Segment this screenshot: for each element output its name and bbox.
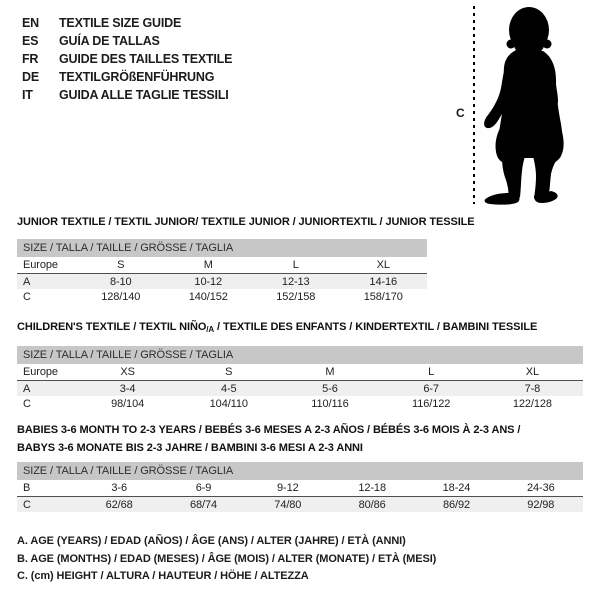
children-size-table	[17, 346, 583, 411]
table-row-europe	[17, 364, 583, 381]
babies-size-table	[17, 462, 583, 512]
language-label: GUIDA ALLE TAGLIE TESSILI	[59, 88, 229, 102]
table-cell: 122/128	[512, 397, 552, 410]
height-measure-label: C	[456, 106, 465, 120]
table-cell: XL	[525, 366, 539, 378]
row-label: Europe	[23, 259, 58, 271]
children-table-title	[17, 321, 537, 334]
row-label: C	[23, 290, 31, 303]
table-cell: 10-12	[165, 274, 253, 290]
title-text: CHILDREN'S TEXTILE / TEXTIL NIÑO	[17, 321, 207, 333]
footnotes	[17, 533, 436, 586]
title-subscript: /A	[206, 325, 215, 334]
table-cell: 5-6	[279, 381, 380, 397]
table-cell: 86/92	[414, 497, 498, 513]
footnote-b: B. AGE (MONTHS) / EDAD (MESES) / ÂGE (MOIS) / ALTER (MONATE) / ETÀ (MESI)	[17, 552, 437, 565]
table-row-age-months	[17, 480, 583, 497]
language-code: FR	[22, 52, 39, 66]
table-cell: L	[428, 366, 435, 378]
junior-table-title: JUNIOR TEXTILE / TEXTIL JUNIOR/ TEXTILE JUNIOR / JUNIORTEXTIL / JUNIOR TESSILE	[17, 216, 475, 228]
language-code: DE	[22, 70, 39, 84]
table-cell: 4-5	[178, 381, 279, 397]
table-row-age	[17, 274, 427, 290]
language-label: GUÍA DE TALLAS	[59, 34, 160, 48]
language-code: IT	[22, 88, 33, 102]
table-cell: 158/170	[363, 290, 403, 303]
language-row-de	[22, 68, 232, 86]
row-label: A	[17, 274, 77, 290]
footnote-a: A. AGE (YEARS) / EDAD (AÑOS) / ÂGE (ANS) / ALTER (JAHRE) / ETÀ (ANNI)	[17, 535, 406, 547]
language-label: GUIDE DES TAILLES TEXTILE	[59, 52, 233, 66]
table-cell: M	[325, 366, 335, 378]
table-row-height	[17, 497, 583, 513]
table-row-age	[17, 381, 583, 397]
title-line-1: BABIES 3-6 MONTH TO 2-3 YEARS / BEBÉS 3-6 MESES A 2-3 AÑOS / BÉBÉS 3-6 MOIS À 2-3 ANS /	[17, 424, 521, 436]
table-cell: S	[225, 366, 233, 378]
row-label: C	[17, 497, 77, 513]
table-cell: 3-4	[77, 381, 178, 397]
table-cell: 128/140	[101, 290, 141, 303]
table-cell: 24-36	[527, 482, 555, 494]
row-label: A	[17, 381, 77, 397]
table-cell: 68/74	[161, 497, 245, 513]
title-line-2: BABYS 3-6 MONATE BIS 2-3 JAHRE / BAMBINI 3-6 MESI A 2-3 ANNI	[17, 442, 363, 454]
row-label: C	[23, 397, 31, 410]
table-cell: 12-13	[252, 274, 340, 290]
table-row-height	[17, 396, 583, 411]
table-cell: 104/110	[209, 397, 248, 410]
title-text: / TEXTILE DES ENFANTS / KINDERTEXTIL / BAMBINI TESSILE	[214, 321, 538, 333]
table-cell: 18-24	[442, 482, 471, 494]
table-cell: M	[203, 259, 213, 271]
language-row-it	[22, 86, 232, 104]
table-cell: 74/80	[246, 497, 330, 513]
language-code: ES	[22, 34, 39, 48]
table-cell: 62/68	[77, 497, 161, 513]
size-header-bar: SIZE / TALLA / TAILLE / GRÖSSE / TAGLIA	[17, 239, 427, 257]
language-row-en	[22, 14, 232, 32]
table-cell: 12-18	[358, 482, 386, 494]
junior-size-table	[17, 239, 427, 304]
row-label: B	[23, 482, 31, 494]
table-cell: XL	[376, 259, 390, 271]
table-row-europe	[17, 257, 427, 274]
table-cell: 14-16	[340, 274, 428, 290]
language-list	[22, 14, 232, 104]
table-cell: 152/158	[276, 290, 316, 303]
size-header-bar: SIZE / TALLA / TAILLE / GRÖSSE / TAGLIA	[17, 462, 583, 480]
row-label: Europe	[23, 366, 58, 378]
table-cell: 92/98	[499, 497, 583, 513]
language-code: EN	[22, 16, 39, 30]
language-label: TEXTILE SIZE GUIDE	[59, 16, 182, 30]
table-cell: 8-10	[77, 274, 165, 290]
table-row-height	[17, 289, 427, 304]
babies-table-title	[17, 421, 520, 457]
size-header-bar: SIZE / TALLA / TAILLE / GRÖSSE / TAGLIA	[17, 346, 583, 364]
language-row-fr	[22, 50, 232, 68]
table-cell: 9-12	[277, 482, 299, 494]
table-cell: 3-6	[111, 482, 127, 494]
table-cell: 80/86	[330, 497, 414, 513]
table-cell: 6-9	[195, 482, 212, 494]
table-cell: 140/152	[188, 290, 228, 303]
table-cell: S	[117, 259, 125, 271]
table-cell: 7-8	[482, 381, 583, 397]
table-cell: L	[292, 259, 299, 271]
language-label: TEXTILGRÖßENFÜHRUNG	[59, 70, 215, 84]
table-cell: 110/116	[311, 397, 349, 410]
baby-silhouette-icon	[455, 0, 585, 212]
footnote-c: C. (cm) HEIGHT / ALTURA / HAUTEUR / HÖHE / ALTEZZA	[17, 570, 309, 582]
table-cell: XS	[120, 366, 135, 378]
table-cell: 6-7	[381, 381, 482, 397]
language-row-es	[22, 32, 232, 50]
table-cell: 98/104	[111, 397, 145, 410]
table-cell: 116/122	[412, 397, 451, 410]
